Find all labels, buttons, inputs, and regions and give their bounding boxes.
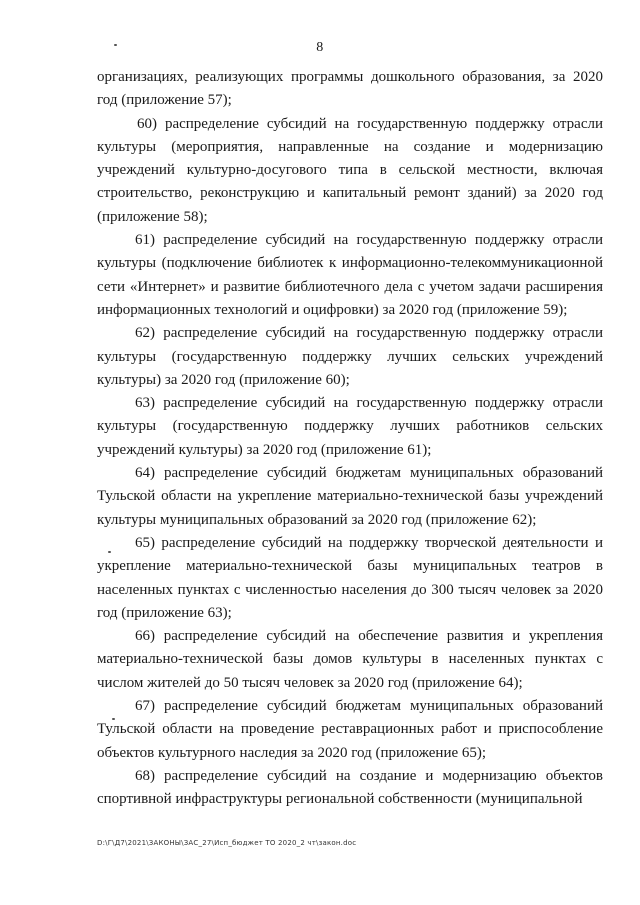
scan-speck [108, 551, 111, 553]
paragraph-item-63: 63) распределение субсидий на государственную поддержку отрасли культуры (государственную поддержку лучших работников сельских учреждений культуры) за 2020 год (приложение 61); [97, 395, 603, 458]
paragraph-item-64: 64) распределение субсидий бюджетам муниципальных образований Тульской области на укрепление материально-технической базы учреждений культуры муниципальных образований за 2020 год (приложение 62); [97, 465, 603, 528]
scan-speck [112, 718, 115, 720]
paragraph-item-67: 67) распределение субсидий бюджетам муниципальных образований Тульской области на проведение реставрационных работ и приспособление объектов культурного наследия за 2020 год (приложение 65); [97, 698, 603, 761]
paragraph-item-61: 61) распределение субсидий на государственную поддержку отрасли культуры (подключение библиотек к информационно-телекоммуникационной сети «Интернет» и развитие библиотечного дела с учетом задачи расширения информационных технологий и оцифровки) за 2020 год (приложение 59); [97, 232, 603, 318]
paragraph-item-66: 66) распределение субсидий на обеспечение развития и укрепления материально-технической базы домов культуры в населенных пунктах с числом жителей до 50 тысяч человек за 2020 год (приложение 64); [97, 628, 603, 691]
scan-speck [114, 44, 117, 46]
paragraph-item-60: 60) распределение субсидий на государственную поддержку отрасли культуры (мероприятия, направленные на создание и модернизацию учреждений культурно-досугового типа в сельской местности, включая строительство, реконструкцию и капитальный ремонт зданий) за 2020 год (приложение 58); [97, 115, 603, 225]
page-number: 8 [316, 40, 324, 55]
document-body [97, 66, 603, 812]
paragraph-item-68: 68) распределение субсидий на создание и модернизацию объектов спортивной инфраструктуры региональной собственности (муниципальной [97, 767, 603, 808]
paragraph-continuation: организациях, реализующих программы дошкольного образования, за 2020 год (приложение 57); [97, 69, 603, 109]
paragraph-item-62: 62) распределение субсидий на государственную поддержку отрасли культуры (государственную поддержку лучших сельских учреждений культуры) за 2020 год (приложение 60); [97, 325, 603, 388]
paragraph-item-65: 65) распределение субсидий на поддержку творческой деятельности и укрепление материально-технической базы муниципальных театров в населенных пунктах с численностью населения до 300 тысяч человек за 2020 год (приложение 63); [97, 534, 603, 621]
footer-file-path: D:\Г\Д7\2021\ЗАКОНЫ\ЗАС_27\Исп_бюджет ТО 2020_2 чт\закон.doc [97, 839, 357, 847]
